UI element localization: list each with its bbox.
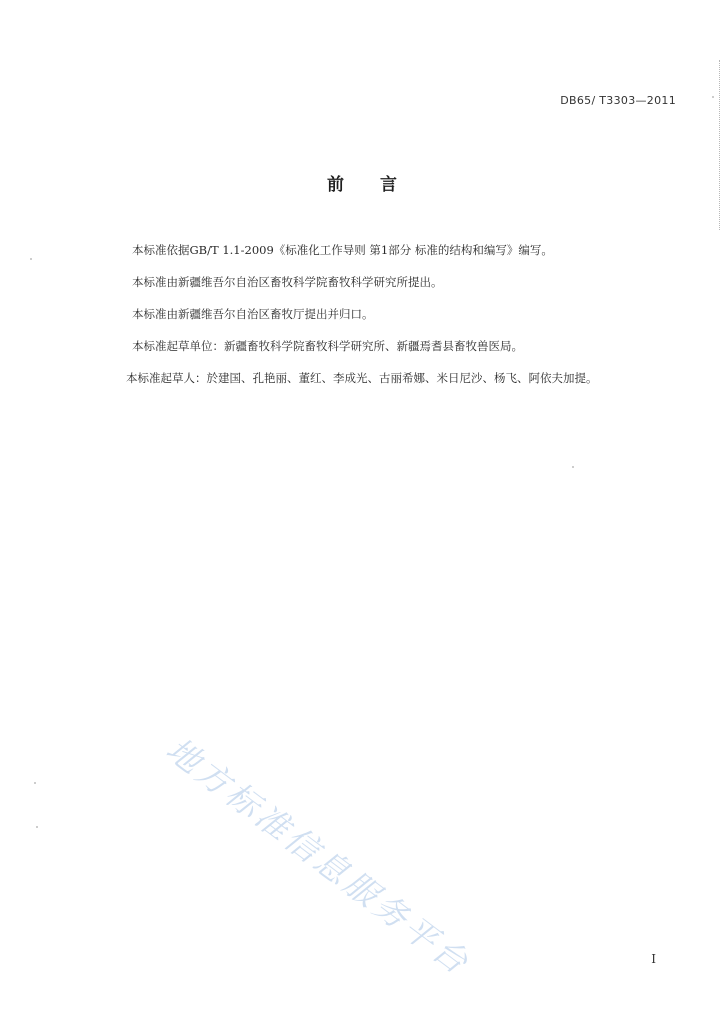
scan-speck xyxy=(712,96,714,98)
paragraph-administrator: 本标准由新疆维吾尔自治区畜牧厅提出并归口。 xyxy=(132,307,374,321)
paragraph-drafting-units: 本标准起草单位：新疆畜牧科学院畜牧科学研究所、新疆焉耆县畜牧兽医局。 xyxy=(132,339,523,353)
scan-speck xyxy=(30,258,32,260)
foreword-body xyxy=(126,234,692,394)
paragraph-proposer: 本标准由新疆维吾尔自治区畜牧科学院畜牧科学研究所提出。 xyxy=(132,275,443,289)
scan-edge-mark xyxy=(717,60,720,230)
document-code: DB65/ T3303—2011 xyxy=(560,94,676,107)
scan-speck xyxy=(36,826,38,828)
watermark-text: 地方标准信息服务平台 xyxy=(159,729,479,984)
paragraph-drafters: 本标准起草人：於建国、孔艳丽、董红、李成光、古丽希娜、米日尼沙、杨飞、阿依夫加提。 xyxy=(126,371,598,385)
paragraph-drafting-basis: 本标准依据GB/T 1.1-2009《标准化工作导则 第1部分 标准的结构和编写》编写。 xyxy=(132,243,553,257)
section-heading: 前言 xyxy=(327,175,433,195)
scan-speck xyxy=(572,466,574,468)
page-number: I xyxy=(651,952,656,966)
scan-speck xyxy=(34,782,36,784)
